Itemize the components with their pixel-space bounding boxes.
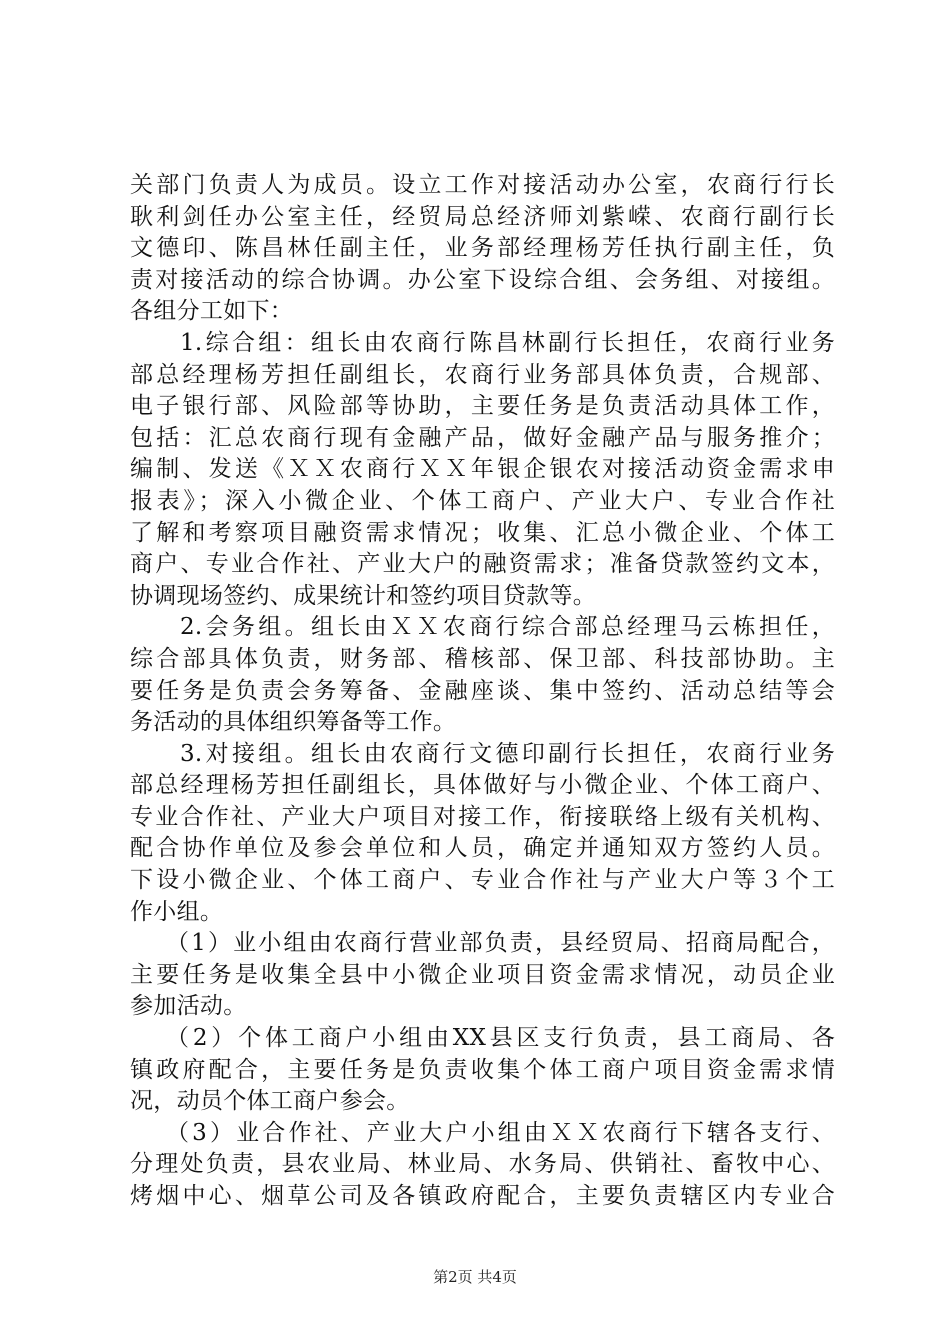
text-line: 了解和考察项目融资需求情况；收集、汇总小微企业、个体工 bbox=[130, 519, 835, 546]
text-line: 况，动员个体工商户参会。 bbox=[130, 1088, 410, 1115]
text-line: 部总经理杨芳担任副组长，具体做好与小微企业、个体工商户、 bbox=[130, 772, 835, 799]
text-line: 务活动的具体组织筹备等工作。 bbox=[130, 709, 457, 736]
text-line: 下设小微企业、个体工商户、专业合作社与产业大户等３个工 bbox=[130, 867, 835, 894]
text-line: 编制、发送《ＸＸ农商行ＸＸ年银企银农对接活动资金需求申 bbox=[130, 456, 835, 483]
text-line: 关部门负责人为成员。设立工作对接活动办公室，农商行行长 bbox=[130, 172, 835, 198]
text-line: 配合协作单位及参会单位和人员，确定并通知双方签约人员。 bbox=[130, 835, 835, 862]
text-line: 烤烟中心、烟草公司及各镇政府配合，主要负责辖区内专业合 bbox=[130, 1183, 835, 1209]
paragraph-start-line: （3）业合作社、产业大户小组由ＸＸ农商行下辖各支行、 bbox=[166, 1119, 835, 1146]
text-line: 要任务是负责会务筹备、金融座谈、集中签约、活动总结等会 bbox=[130, 677, 835, 704]
text-line: 分理处负责，县农业局、林业局、水务局、供销社、畜牧中心、 bbox=[130, 1151, 835, 1178]
paragraph-start-line: 3.对接组。组长由农商行文德印副行长担任，农商行业务 bbox=[180, 740, 835, 767]
paragraph-start-line: （1）业小组由农商行营业部负责，县经贸局、招商局配合， bbox=[166, 930, 835, 957]
text-line: 包括：汇总农商行现有金融产品，做好金融产品与服务推介； bbox=[130, 424, 835, 451]
text-line: 参加活动。 bbox=[130, 993, 247, 1020]
text-line: 耿利剑任办公室主任，经贸局总经济师刘紫嵘、农商行副行长 bbox=[130, 203, 835, 230]
text-line: 协调现场签约、成果统计和签约项目贷款等。 bbox=[130, 582, 596, 609]
text-line: 电子银行部、风险部等协助，主要任务是负责活动具体工作， bbox=[130, 393, 835, 420]
text-line: 综合部具体负责，财务部、稽核部、保卫部、科技部协助。主 bbox=[130, 645, 835, 672]
text-line: 主要任务是收集全县中小微企业项目资金需求情况，动员企业 bbox=[130, 961, 835, 988]
paragraph-start-line: 1.综合组：组长由农商行陈昌林副行长担任，农商行业务 bbox=[180, 329, 835, 356]
text-line: 镇政府配合，主要任务是负责收集个体工商户项目资金需求情 bbox=[130, 1056, 835, 1083]
paragraph-start-line: 2.会务组。组长由ＸＸ农商行综合部总经理马云栋担任， bbox=[180, 614, 835, 641]
page-number-footer: 第2页 共4页 bbox=[433, 1268, 517, 1286]
text-line: 作小组。 bbox=[130, 898, 224, 925]
text-line: 各组分工如下： bbox=[130, 298, 294, 325]
text-line: 商户、专业合作社、产业大户的融资需求；准备贷款签约文本， bbox=[130, 551, 835, 578]
text-line: 报表》；深入小微企业、个体工商户、产业大户、专业合作社 bbox=[130, 487, 835, 514]
document-body bbox=[130, 170, 835, 1213]
text-line: 部总经理杨芳担任副组长，农商行业务部具体负责，合规部、 bbox=[130, 361, 835, 388]
text-line: 责对接活动的综合协调。办公室下设综合组、会务组、对接组。 bbox=[130, 266, 835, 293]
text-line: 专业合作社、产业大户项目对接工作，衔接联络上级有关机构、 bbox=[130, 803, 835, 830]
text-line: 文德印、陈昌林任副主任，业务部经理杨芳任执行副主任，负 bbox=[130, 235, 835, 262]
paragraph-start-line: （2）个体工商户小组由XX县区支行负责，县工商局、各 bbox=[166, 1025, 835, 1052]
